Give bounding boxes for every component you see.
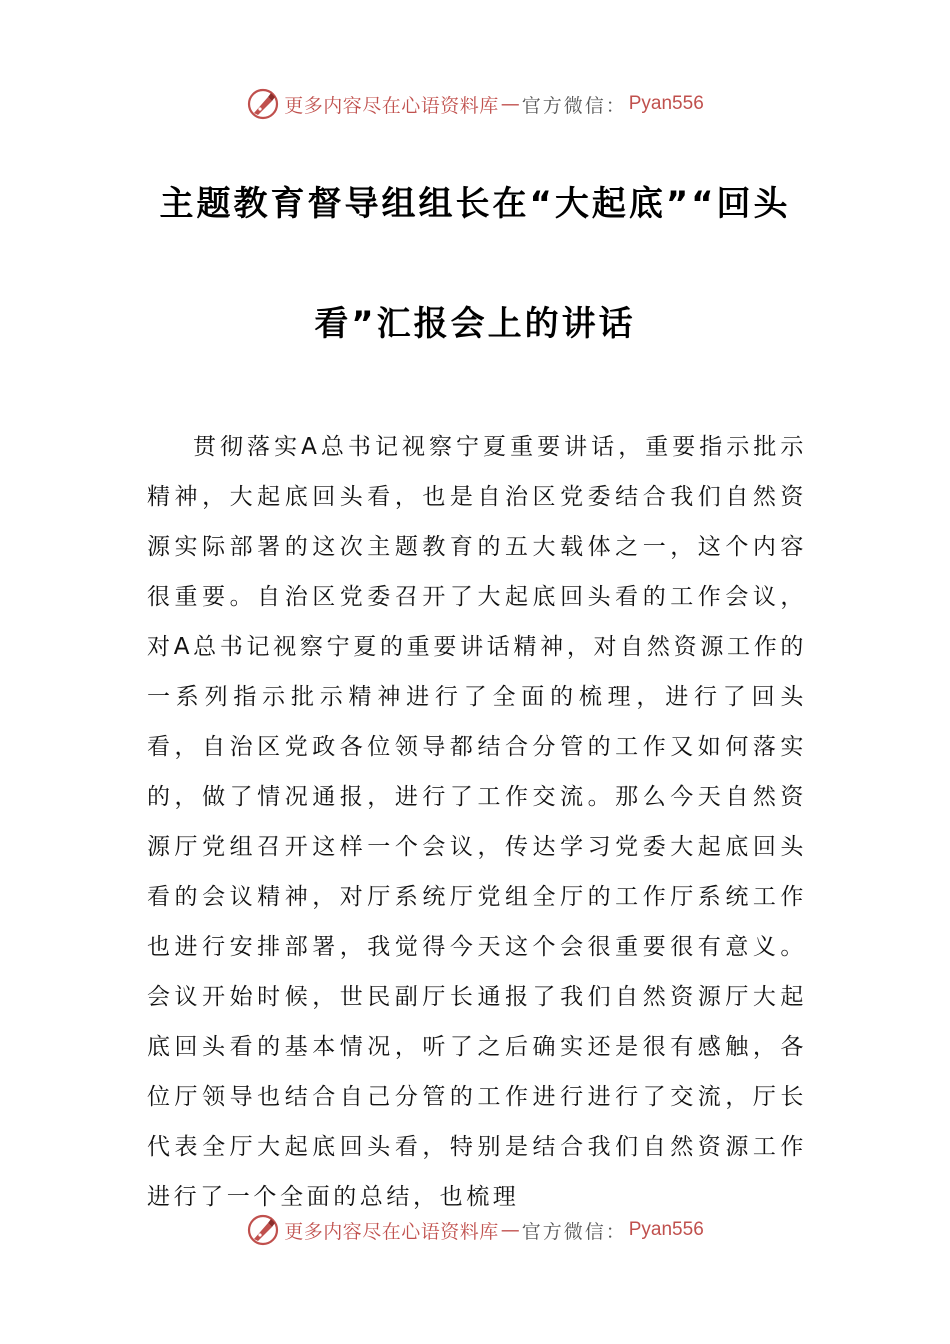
banner-wechat-id: Pyan556 bbox=[628, 1219, 704, 1240]
banner-wechat-label: 官方微信： bbox=[521, 94, 627, 117]
document-title-line-1: 主题教育督导组组长在“大起底”“回头 bbox=[159, 184, 791, 224]
banner-wechat-label: 官方微信： bbox=[521, 1220, 627, 1243]
footer-banner bbox=[0, 1210, 950, 1250]
banner-dash: — bbox=[500, 1219, 520, 1241]
banner-dash: — bbox=[500, 93, 520, 115]
header-banner bbox=[0, 84, 950, 124]
banner-brand-text: 更多内容尽在心语资料库 bbox=[284, 94, 499, 117]
banner-brand-text: 更多内容尽在心语资料库 bbox=[284, 1220, 499, 1243]
body-paragraph: 贯彻落实A总书记视察宁夏重要讲话，重要指示批示精神，大起底回头看，也是自治区党委结合我们自然资源实际部署的这次主题教育的五大载体之一，这个内容很重要。自治区党委召开了大起底回头看的工作会议，对A总书记视察宁夏的重要讲话精神，对自然资源工作的一系列指示批示精神进行了全面的梳理，进行了回头看，自治区党政各位领导都结合分管的工作又如何落实的，做了情况通报，进行了工作交流。那么今天自然资源厅党组召开这样一个会议，传达学习党委大起底回头看的会议精神，对厅系统厅党组全厅的工作厅系统工作也进行安排部署，我觉得今天这个会很重要很有意义。会议开始时候，世民副厅长通报了我们自然资源厅大起底回头看的基本情况，听了之后确实还是很有感触，各位厅领导也结合自己分管的工作进行进行了交流，厅长代表全厅大起底回头看，特别是结合我们自然资源工作进行了一个全面的总结，也梳理 bbox=[147, 434, 807, 1210]
banner-wechat-id: Pyan556 bbox=[628, 93, 704, 114]
pen-nib-logo-icon bbox=[246, 87, 280, 121]
pen-nib-logo-icon bbox=[246, 1213, 280, 1247]
document-title-line-2: 看”汇报会上的讲话 bbox=[314, 304, 636, 344]
